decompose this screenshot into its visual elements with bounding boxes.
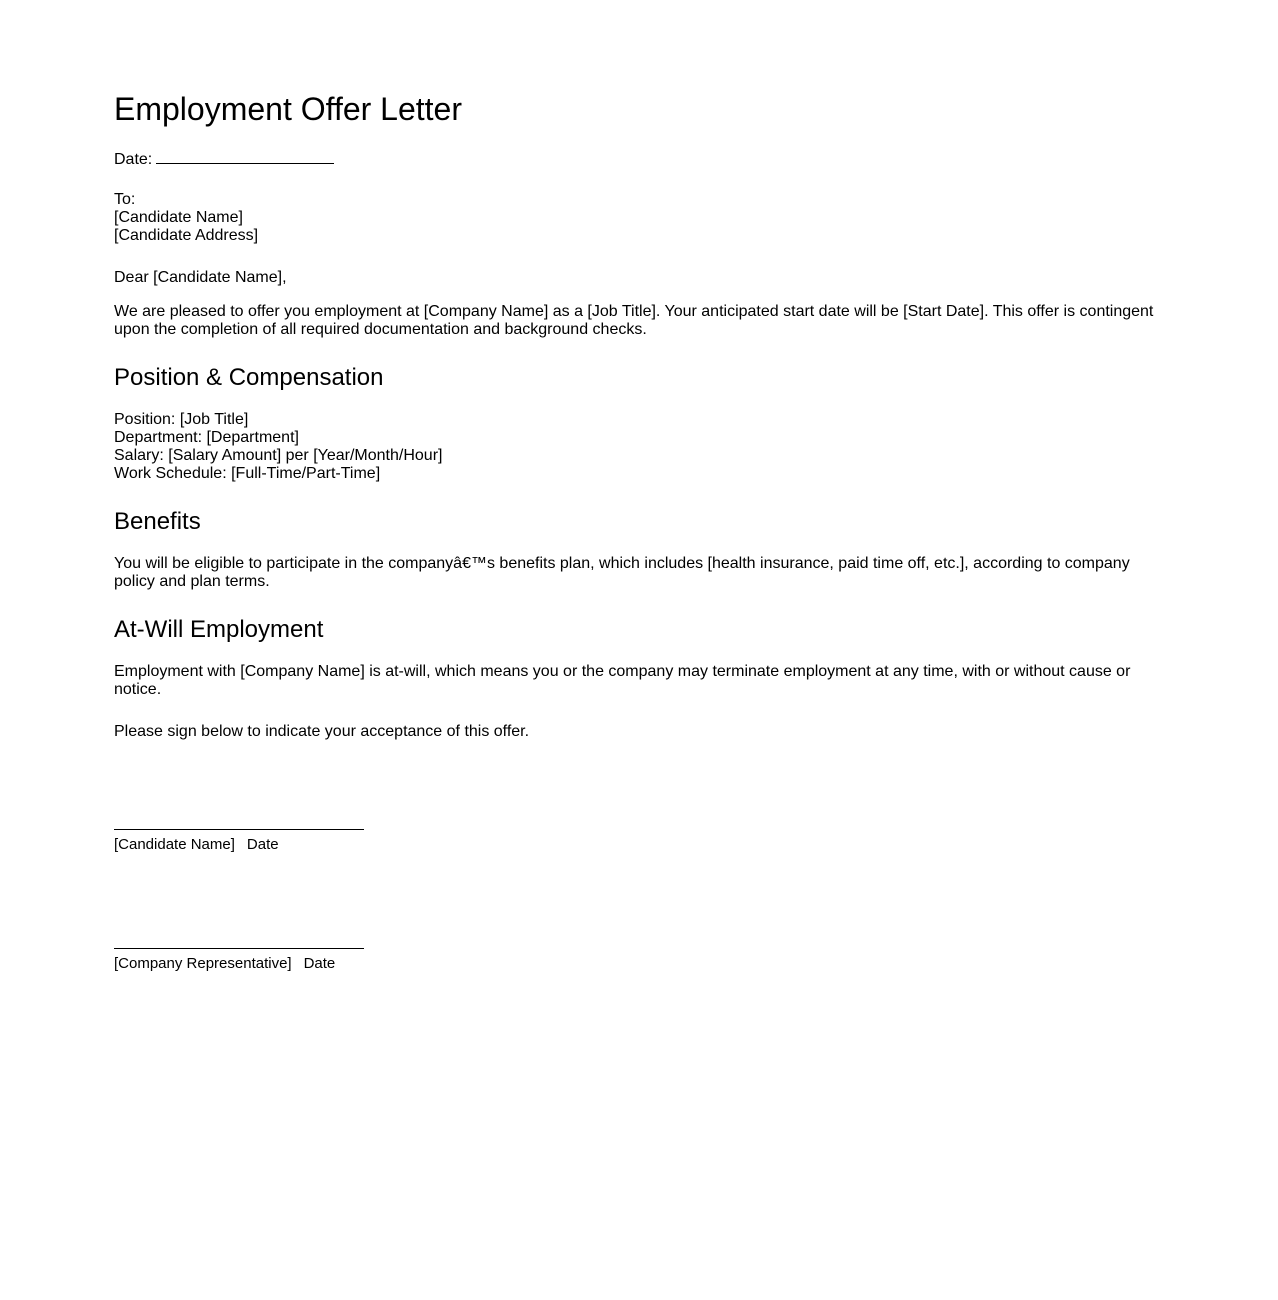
candidate-name-label: [Candidate Name] [114, 836, 235, 853]
intro-paragraph-line-2: upon the completion of all required documentation and background checks. [114, 321, 647, 338]
company-signature-label [114, 955, 335, 972]
section-heading-position: Position & Compensation [114, 364, 384, 391]
at-will-paragraph-line-2: notice. [114, 681, 162, 698]
section-heading-at-will: At-Will Employment [114, 616, 324, 643]
work-schedule-item: Work Schedule: [Full-Time/Part-Time] [114, 465, 381, 482]
salutation: Dear [Candidate Name], [114, 269, 287, 286]
date-field [114, 149, 334, 169]
salary-item: Salary: [Salary Amount] per [Year/Month/Hour] [114, 447, 443, 464]
recipient-name: [Candidate Name] [114, 209, 243, 226]
candidate-signature-label [114, 836, 279, 853]
department-item: Department: [Department] [114, 429, 299, 446]
recipient-address: [Candidate Address] [114, 227, 259, 244]
company-representative-label: [Company Representative] [114, 955, 292, 972]
benefits-paragraph-line-1: You will be eligible to participate in the companyâ€™s benefits plan, which includes [health insurance, paid time off, etc.], according to company [114, 555, 1130, 572]
position-item: Position: [Job Title] [114, 411, 249, 428]
candidate-signature-line[interactable] [114, 829, 364, 830]
to-label: To: [114, 191, 136, 208]
benefits-paragraph-line-2: policy and plan terms. [114, 573, 270, 590]
section-heading-benefits: Benefits [114, 508, 201, 535]
intro-paragraph-line-1: We are pleased to offer you employment at [Company Name] as a [Job Title]. Your anticipated start date will be [Start Date]. This offer is contingent [114, 303, 1154, 320]
closing-instruction: Please sign below to indicate your acceptance of this offer. [114, 723, 530, 740]
candidate-date-label: Date [246, 836, 279, 853]
company-signature-line[interactable] [114, 948, 364, 949]
date-label: Date: [114, 151, 153, 168]
document-title: Employment Offer Letter [114, 91, 462, 127]
company-date-label: Date [303, 955, 336, 972]
at-will-paragraph-line-1: Employment with [Company Name] is at-will, which means you or the company may terminate employment at any time, with or without cause or [114, 663, 1131, 680]
date-blank-line [156, 149, 334, 164]
